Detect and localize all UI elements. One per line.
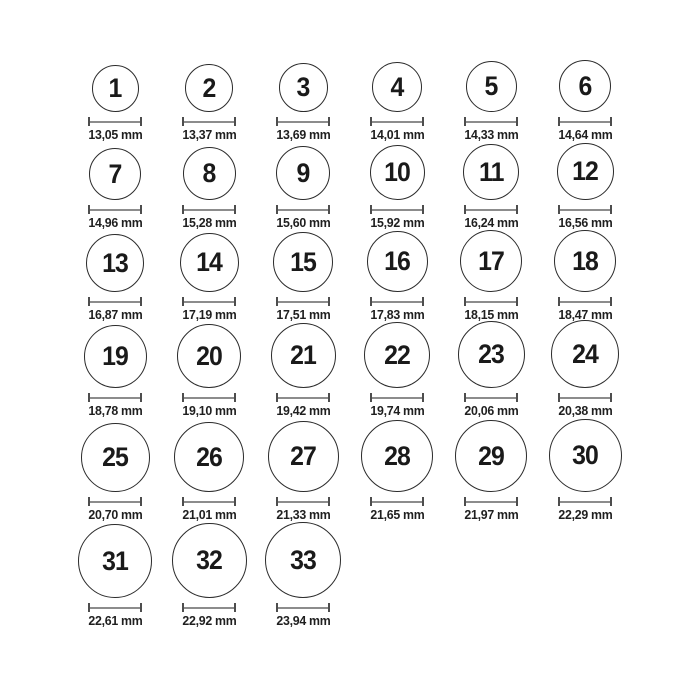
diameter-ruler [88, 205, 142, 214]
ruler-left-tick-icon [182, 393, 184, 402]
diameter-label: 21,97 mm [463, 507, 519, 523]
ruler-left-tick-icon [464, 297, 466, 306]
ruler-right-tick-icon [234, 297, 236, 306]
ring-size-number: 4 [390, 71, 404, 102]
ring-size-cell [256, 146, 350, 231]
ring-size-number: 12 [572, 156, 598, 187]
ruler-right-tick-icon [140, 393, 142, 402]
ring-size-cell [256, 522, 350, 629]
diameter-label: 18,15 mm [463, 307, 519, 323]
ring-size-cell [444, 230, 538, 323]
diameter-label: 18,78 mm [87, 403, 143, 419]
ring-size-cell [350, 420, 444, 523]
ruler-left-tick-icon [88, 297, 90, 306]
ruler-line [558, 501, 612, 503]
ring-size-number: 32 [196, 545, 222, 576]
diameter-ruler [370, 205, 424, 214]
ruler-right-tick-icon [140, 117, 142, 126]
ruler-right-tick-icon [234, 603, 236, 612]
diameter-label: 19,10 mm [181, 403, 237, 419]
diameter-label: 19,42 mm [275, 403, 331, 419]
ruler-line [276, 607, 330, 609]
ring-size-cell [68, 325, 162, 419]
ring-size-cell [162, 324, 256, 419]
ring-size-cell [538, 320, 632, 419]
ruler-right-tick-icon [328, 297, 330, 306]
ring-size-number: 5 [484, 71, 498, 102]
ring-circle [554, 230, 616, 292]
ruler-right-tick-icon [328, 497, 330, 506]
ring-size-cell [256, 63, 350, 143]
ruler-right-tick-icon [610, 297, 612, 306]
ring-size-number: 22 [384, 339, 410, 370]
chart-row [68, 143, 632, 231]
ruler-left-tick-icon [88, 603, 90, 612]
ruler-left-tick-icon [276, 603, 278, 612]
diameter-label: 15,60 mm [275, 215, 331, 231]
ring-size-cell [68, 148, 162, 231]
ring-size-number: 30 [572, 440, 598, 471]
ruler-right-tick-icon [422, 393, 424, 402]
ruler-right-tick-icon [610, 497, 612, 506]
ring-size-cell [162, 64, 256, 143]
chart-row [68, 323, 632, 419]
ruler-right-tick-icon [516, 205, 518, 214]
diameter-ruler [276, 603, 330, 612]
ruler-left-tick-icon [370, 297, 372, 306]
ruler-right-tick-icon [516, 393, 518, 402]
ring-size-cell [68, 423, 162, 523]
ring-size-cell [256, 323, 350, 419]
ruler-left-tick-icon [464, 205, 466, 214]
diameter-label: 17,19 mm [181, 307, 237, 323]
diameter-label: 20,06 mm [463, 403, 519, 419]
diameter-label: 16,24 mm [463, 215, 519, 231]
ruler-line [558, 121, 612, 123]
diameter-label: 14,64 mm [557, 127, 613, 143]
ruler-line [88, 607, 142, 609]
diameter-ruler [276, 205, 330, 214]
ruler-line [464, 397, 518, 399]
diameter-ruler [276, 497, 330, 506]
ring-circle [86, 234, 144, 292]
ring-size-number: 26 [196, 441, 222, 472]
ring-size-number: 25 [102, 442, 128, 473]
diameter-ruler [370, 497, 424, 506]
ruler-left-tick-icon [276, 393, 278, 402]
diameter-label: 14,33 mm [463, 127, 519, 143]
ruler-line [276, 397, 330, 399]
diameter-ruler [182, 205, 236, 214]
ruler-line [182, 301, 236, 303]
ring-size-cell [162, 523, 256, 629]
ring-size-chart [68, 0, 632, 629]
diameter-label: 16,56 mm [557, 215, 613, 231]
ruler-right-tick-icon [516, 117, 518, 126]
ring-size-number: 24 [572, 338, 598, 369]
ring-circle [551, 320, 619, 388]
ruler-left-tick-icon [182, 117, 184, 126]
diameter-label: 20,38 mm [557, 403, 613, 419]
diameter-ruler [276, 393, 330, 402]
ruler-right-tick-icon [140, 603, 142, 612]
ring-size-cell [68, 234, 162, 323]
diameter-ruler [464, 497, 518, 506]
ruler-right-tick-icon [422, 117, 424, 126]
diameter-ruler [276, 297, 330, 306]
ruler-left-tick-icon [182, 297, 184, 306]
ring-size-cell [68, 65, 162, 143]
ruler-left-tick-icon [464, 117, 466, 126]
diameter-ruler [182, 393, 236, 402]
ruler-line [182, 607, 236, 609]
ring-circle [81, 423, 150, 492]
ruler-line [88, 501, 142, 503]
diameter-ruler [558, 297, 612, 306]
ruler-line [88, 397, 142, 399]
ruler-left-tick-icon [276, 205, 278, 214]
ring-size-cell [350, 145, 444, 231]
ring-size-cell [68, 524, 162, 629]
ring-circle [84, 325, 147, 388]
ruler-right-tick-icon [422, 497, 424, 506]
ruler-right-tick-icon [234, 117, 236, 126]
ring-size-number: 27 [290, 441, 316, 472]
ruler-left-tick-icon [182, 603, 184, 612]
diameter-label: 13,69 mm [275, 127, 331, 143]
ruler-line [182, 501, 236, 503]
diameter-label: 22,61 mm [87, 613, 143, 629]
ring-size-number: 9 [296, 157, 310, 188]
ruler-line [558, 209, 612, 211]
ring-size-cell [162, 422, 256, 523]
ruler-right-tick-icon [140, 205, 142, 214]
ruler-line [276, 209, 330, 211]
diameter-label: 20,70 mm [87, 507, 143, 523]
ruler-line [370, 397, 424, 399]
ring-size-number: 21 [290, 340, 316, 371]
ruler-left-tick-icon [182, 497, 184, 506]
ruler-left-tick-icon [88, 497, 90, 506]
diameter-ruler [558, 497, 612, 506]
ruler-right-tick-icon [422, 205, 424, 214]
ring-circle [92, 65, 139, 112]
ring-circle [89, 148, 141, 200]
ruler-left-tick-icon [558, 297, 560, 306]
ring-size-cell [350, 62, 444, 143]
ruler-left-tick-icon [558, 497, 560, 506]
ruler-left-tick-icon [558, 117, 560, 126]
ring-size-number: 18 [572, 245, 598, 276]
ring-size-number: 19 [102, 341, 128, 372]
ring-circle [172, 523, 247, 598]
ruler-line [370, 209, 424, 211]
diameter-ruler [182, 297, 236, 306]
ring-size-cell [444, 420, 538, 523]
diameter-ruler [464, 297, 518, 306]
diameter-label: 17,83 mm [369, 307, 425, 323]
ruler-left-tick-icon [370, 497, 372, 506]
ruler-line [182, 209, 236, 211]
ring-size-cell [444, 61, 538, 143]
diameter-label: 15,92 mm [369, 215, 425, 231]
ring-size-number: 6 [578, 70, 592, 101]
diameter-ruler [88, 603, 142, 612]
ruler-right-tick-icon [516, 497, 518, 506]
diameter-label: 18,47 mm [557, 307, 613, 323]
diameter-ruler [88, 497, 142, 506]
diameter-label: 17,51 mm [275, 307, 331, 323]
diameter-label: 22,92 mm [181, 613, 237, 629]
ruler-right-tick-icon [610, 117, 612, 126]
diameter-ruler [464, 393, 518, 402]
ring-circle [559, 60, 611, 112]
ruler-line [558, 301, 612, 303]
diameter-ruler [370, 393, 424, 402]
ruler-line [182, 397, 236, 399]
diameter-ruler [182, 117, 236, 126]
ring-size-cell [162, 233, 256, 323]
diameter-label: 14,96 mm [87, 215, 143, 231]
ruler-line [370, 501, 424, 503]
diameter-ruler [88, 393, 142, 402]
ring-size-cell [444, 321, 538, 419]
ruler-left-tick-icon [88, 117, 90, 126]
ruler-line [464, 501, 518, 503]
diameter-label: 14,01 mm [369, 127, 425, 143]
diameter-ruler [370, 297, 424, 306]
ruler-left-tick-icon [558, 205, 560, 214]
ruler-right-tick-icon [328, 393, 330, 402]
ruler-left-tick-icon [88, 205, 90, 214]
ring-circle [265, 522, 341, 598]
ruler-left-tick-icon [182, 205, 184, 214]
ring-circle [372, 62, 422, 112]
ring-circle [180, 233, 239, 292]
ruler-right-tick-icon [234, 205, 236, 214]
chart-row [68, 231, 632, 323]
ruler-line [88, 121, 142, 123]
ruler-line [276, 121, 330, 123]
ring-circle [455, 420, 527, 492]
ruler-line [464, 121, 518, 123]
ring-size-cell [538, 419, 632, 523]
ring-size-cell [538, 60, 632, 143]
diameter-label: 21,33 mm [275, 507, 331, 523]
ring-size-number: 17 [478, 245, 504, 276]
diameter-ruler [88, 297, 142, 306]
ring-size-cell [350, 231, 444, 323]
ruler-left-tick-icon [88, 393, 90, 402]
ruler-left-tick-icon [276, 497, 278, 506]
ring-size-cell [162, 147, 256, 231]
diameter-label: 13,05 mm [87, 127, 143, 143]
ruler-right-tick-icon [328, 205, 330, 214]
ruler-line [464, 209, 518, 211]
ring-circle [78, 524, 152, 598]
ring-circle [174, 422, 244, 492]
ring-circle [458, 321, 525, 388]
ring-circle [276, 146, 330, 200]
ruler-left-tick-icon [464, 497, 466, 506]
ring-size-cell [256, 421, 350, 523]
ring-size-number: 20 [196, 340, 222, 371]
ruler-line [88, 209, 142, 211]
ring-circle [370, 145, 425, 200]
ruler-right-tick-icon [610, 205, 612, 214]
ruler-right-tick-icon [234, 497, 236, 506]
ruler-left-tick-icon [558, 393, 560, 402]
ruler-line [370, 121, 424, 123]
ring-size-cell [538, 230, 632, 323]
ruler-right-tick-icon [140, 497, 142, 506]
ring-size-number: 11 [478, 156, 504, 187]
ruler-left-tick-icon [464, 393, 466, 402]
ring-circle [463, 144, 519, 200]
ring-size-number: 31 [102, 545, 128, 576]
chart-row [68, 419, 632, 523]
ruler-right-tick-icon [610, 393, 612, 402]
ring-size-number: 28 [384, 440, 410, 471]
ring-circle [361, 420, 433, 492]
ring-size-cell [350, 322, 444, 419]
ruler-left-tick-icon [276, 117, 278, 126]
ring-circle [268, 421, 339, 492]
diameter-ruler [464, 205, 518, 214]
ring-circle [177, 324, 241, 388]
ring-size-number: 10 [384, 157, 410, 188]
ring-size-number: 16 [384, 246, 410, 277]
ring-circle [183, 147, 236, 200]
diameter-ruler [370, 117, 424, 126]
ring-size-number: 2 [202, 72, 216, 103]
ring-size-number: 3 [296, 72, 310, 103]
ring-size-cell [444, 144, 538, 231]
ring-circle [549, 419, 622, 492]
ruler-line [558, 397, 612, 399]
diameter-ruler [182, 603, 236, 612]
diameter-ruler [88, 117, 142, 126]
diameter-ruler [558, 205, 612, 214]
diameter-label: 21,01 mm [181, 507, 237, 523]
ring-circle [364, 322, 430, 388]
diameter-label: 13,37 mm [181, 127, 237, 143]
diameter-label: 23,94 mm [275, 613, 331, 629]
ruler-line [370, 301, 424, 303]
ruler-right-tick-icon [140, 297, 142, 306]
ring-circle [367, 231, 428, 292]
diameter-ruler [464, 117, 518, 126]
ruler-line [464, 301, 518, 303]
ring-size-number: 14 [196, 247, 222, 278]
ring-size-number: 23 [478, 339, 504, 370]
ring-size-number: 33 [290, 544, 316, 575]
ring-circle [273, 232, 333, 292]
ring-circle [460, 230, 522, 292]
ruler-left-tick-icon [276, 297, 278, 306]
ring-size-number: 15 [290, 246, 316, 277]
ring-circle [466, 61, 517, 112]
diameter-label: 22,29 mm [557, 507, 613, 523]
ring-size-number: 1 [108, 73, 122, 104]
diameter-ruler [558, 117, 612, 126]
ring-size-number: 13 [102, 247, 128, 278]
diameter-ruler [182, 497, 236, 506]
ring-size-number: 29 [478, 440, 504, 471]
ring-circle [279, 63, 328, 112]
ruler-line [182, 121, 236, 123]
chart-row [68, 523, 632, 629]
ruler-left-tick-icon [370, 117, 372, 126]
ruler-right-tick-icon [328, 117, 330, 126]
diameter-ruler [276, 117, 330, 126]
ruler-line [276, 501, 330, 503]
ring-size-cell [256, 232, 350, 323]
ruler-right-tick-icon [234, 393, 236, 402]
ruler-line [276, 301, 330, 303]
ring-circle [557, 143, 614, 200]
diameter-label: 19,74 mm [369, 403, 425, 419]
ruler-right-tick-icon [328, 603, 330, 612]
ring-circle [185, 64, 233, 112]
ruler-line [88, 301, 142, 303]
ring-size-number: 7 [108, 158, 122, 189]
diameter-label: 21,65 mm [369, 507, 425, 523]
diameter-label: 15,28 mm [181, 215, 237, 231]
ring-size-number: 8 [202, 158, 216, 189]
ring-size-cell [538, 143, 632, 231]
ruler-right-tick-icon [422, 297, 424, 306]
ruler-left-tick-icon [370, 205, 372, 214]
chart-row [68, 0, 632, 143]
ring-circle [271, 323, 336, 388]
diameter-ruler [558, 393, 612, 402]
diameter-label: 16,87 mm [87, 307, 143, 323]
ruler-right-tick-icon [516, 297, 518, 306]
ruler-left-tick-icon [370, 393, 372, 402]
